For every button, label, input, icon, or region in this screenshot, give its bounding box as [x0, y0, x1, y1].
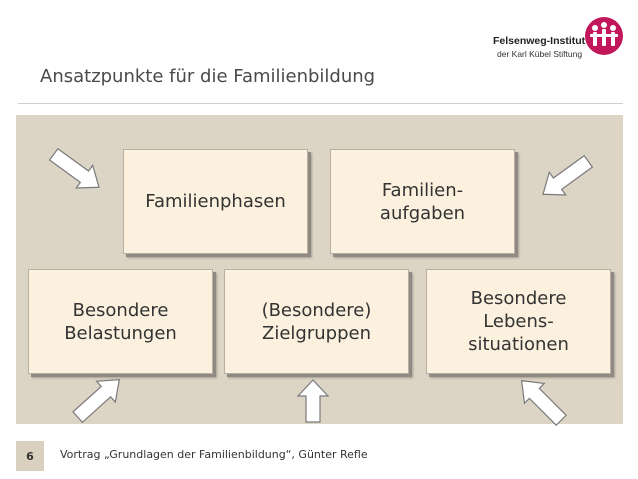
- box-familienaufgaben: Familien- aufgaben: [330, 149, 515, 254]
- arrow-bottom-right-icon: [512, 374, 568, 424]
- logo-subtitle: der Karl Kübel Stiftung: [497, 49, 583, 59]
- people-figures-icon: [584, 16, 624, 56]
- footer-caption: Vortrag „Grundlagen der Familienbildung“, Günter Refle: [60, 448, 368, 461]
- box-besondere-belastungen: Besondere Belastungen: [28, 269, 213, 374]
- box-zielgruppen: (Besondere) Zielgruppen: [224, 269, 409, 374]
- box-familienphasen: Familienphasen: [123, 149, 308, 254]
- slide-title: Ansatzpunkte für die Familienbildung: [40, 66, 376, 87]
- logo-name: Felsenweg-Institut: [493, 35, 586, 47]
- title-divider: [18, 103, 623, 104]
- box-lebenssituationen: Besondere Lebens- situationen: [426, 269, 611, 374]
- arrow-bottom-center-icon: [296, 378, 330, 424]
- arrow-top-right-icon: [534, 155, 594, 203]
- institute-logo: [493, 16, 625, 66]
- arrow-bottom-left-icon: [72, 372, 128, 422]
- arrow-top-left-icon: [48, 148, 108, 196]
- page-number: 6: [16, 441, 44, 471]
